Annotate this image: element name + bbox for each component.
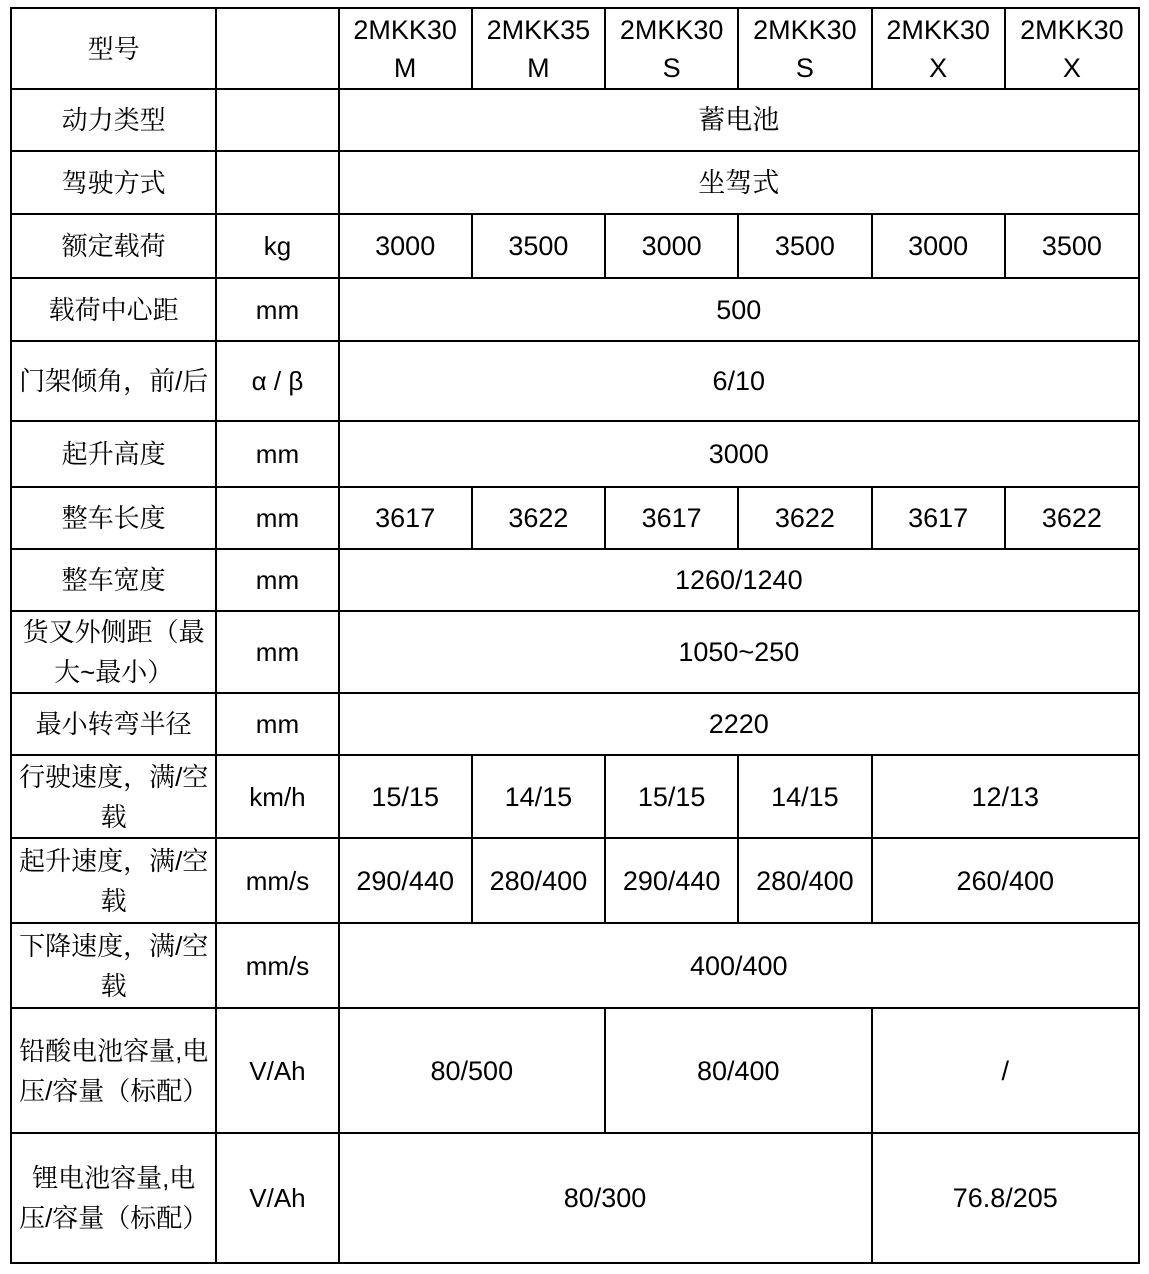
model-header-cell: 2MKK35M <box>472 8 605 89</box>
value-cell-drive-mode: 坐驾式 <box>339 151 1139 214</box>
unit-cell-lithium-battery: V/Ah <box>216 1133 338 1263</box>
table-row-lift-speed <box>11 838 1139 923</box>
value-cell-lead-acid-battery: 80/500 <box>339 1008 605 1133</box>
table-row-lead-acid-battery <box>11 1008 1139 1133</box>
unit-cell-lift-speed: mm/s <box>216 838 338 923</box>
row-label-model: 型号 <box>11 8 216 89</box>
value-cell-travel-speed: 14/15 <box>738 755 871 838</box>
value-cell-rated-load: 3000 <box>605 214 738 278</box>
table-row-drive-mode <box>11 151 1139 214</box>
unit-cell-turning-radius: mm <box>216 693 338 755</box>
unit-cell-lift-height: mm <box>216 421 338 487</box>
table-row-lowering-speed <box>11 923 1139 1008</box>
unit-cell-rated-load: kg <box>216 214 338 278</box>
value-cell-lift-speed: 280/400 <box>738 838 871 923</box>
unit-cell-lowering-speed: mm/s <box>216 923 338 1008</box>
value-cell-overall-length: 3617 <box>605 487 738 549</box>
table-row-fork-spread <box>11 611 1139 693</box>
value-cell-fork-spread: 1050~250 <box>339 611 1139 693</box>
value-cell-turning-radius: 2220 <box>339 693 1139 755</box>
value-cell-lift-speed: 260/400 <box>872 838 1140 923</box>
unit-cell-load-center: mm <box>216 278 338 341</box>
unit-cell-mast-tilt: α / β <box>216 341 338 421</box>
value-cell-overall-width: 1260/1240 <box>339 549 1139 611</box>
value-cell-lithium-battery: 76.8/205 <box>872 1133 1140 1263</box>
value-cell-travel-speed: 15/15 <box>339 755 472 838</box>
model-header-cell: 2MKK30S <box>738 8 871 89</box>
value-cell-load-center: 500 <box>339 278 1139 341</box>
forklift-spec-table <box>10 7 1140 1264</box>
table-row-load-center <box>11 278 1139 341</box>
value-cell-lead-acid-battery: 80/400 <box>605 1008 871 1133</box>
model-header-cell: 2MKK30S <box>605 8 738 89</box>
table-row-lithium-battery <box>11 1133 1139 1263</box>
value-cell-lift-height: 3000 <box>339 421 1139 487</box>
unit-cell-power-type <box>216 89 338 151</box>
value-cell-rated-load: 3500 <box>1005 214 1139 278</box>
row-label-fork-spread: 货叉外侧距（最大~最小） <box>11 611 216 693</box>
unit-cell-travel-speed: km/h <box>216 755 338 838</box>
row-label-lithium-battery: 锂电池容量,电压/容量（标配） <box>11 1133 216 1263</box>
value-cell-rated-load: 3000 <box>339 214 472 278</box>
value-cell-lift-speed: 290/440 <box>605 838 738 923</box>
row-label-power-type: 动力类型 <box>11 89 216 151</box>
value-cell-overall-length: 3617 <box>339 487 472 549</box>
model-header-cell: 2MKK30M <box>339 8 472 89</box>
table-row-turning-radius <box>11 693 1139 755</box>
table-row-mast-tilt <box>11 341 1139 421</box>
table-row-overall-width <box>11 549 1139 611</box>
value-cell-travel-speed: 15/15 <box>605 755 738 838</box>
table-row-power-type <box>11 89 1139 151</box>
value-cell-rated-load: 3000 <box>872 214 1005 278</box>
row-label-overall-length: 整车长度 <box>11 487 216 549</box>
value-cell-overall-length: 3617 <box>872 487 1005 549</box>
unit-cell-lead-acid-battery: V/Ah <box>216 1008 338 1133</box>
unit-cell-drive-mode <box>216 151 338 214</box>
value-cell-lithium-battery: 80/300 <box>339 1133 872 1263</box>
table-row-lift-height <box>11 421 1139 487</box>
value-cell-overall-length: 3622 <box>738 487 871 549</box>
value-cell-overall-length: 3622 <box>472 487 605 549</box>
row-label-lowering-speed: 下降速度，满/空载 <box>11 923 216 1008</box>
row-label-lift-speed: 起升速度，满/空载 <box>11 838 216 923</box>
value-cell-lowering-speed: 400/400 <box>339 923 1139 1008</box>
table-row-overall-length <box>11 487 1139 549</box>
model-header-cell: 2MKK30X <box>872 8 1005 89</box>
table-row-model <box>11 8 1139 89</box>
value-cell-lead-acid-battery: / <box>872 1008 1140 1133</box>
row-label-travel-speed: 行驶速度，满/空载 <box>11 755 216 838</box>
unit-cell-overall-length: mm <box>216 487 338 549</box>
row-label-lift-height: 起升高度 <box>11 421 216 487</box>
row-label-lead-acid-battery: 铅酸电池容量,电压/容量（标配） <box>11 1008 216 1133</box>
value-cell-mast-tilt: 6/10 <box>339 341 1139 421</box>
table-row-travel-speed <box>11 755 1139 838</box>
row-label-rated-load: 额定载荷 <box>11 214 216 278</box>
unit-cell-fork-spread: mm <box>216 611 338 693</box>
table-row-rated-load <box>11 214 1139 278</box>
value-cell-rated-load: 3500 <box>472 214 605 278</box>
model-header-cell: 2MKK30X <box>1005 8 1139 89</box>
row-label-drive-mode: 驾驶方式 <box>11 151 216 214</box>
unit-cell-overall-width: mm <box>216 549 338 611</box>
value-cell-overall-length: 3622 <box>1005 487 1139 549</box>
row-label-overall-width: 整车宽度 <box>11 549 216 611</box>
value-cell-travel-speed: 12/13 <box>872 755 1140 838</box>
value-cell-rated-load: 3500 <box>738 214 871 278</box>
row-label-turning-radius: 最小转弯半径 <box>11 693 216 755</box>
value-cell-travel-speed: 14/15 <box>472 755 605 838</box>
value-cell-power-type: 蓄电池 <box>339 89 1139 151</box>
row-label-mast-tilt: 门架倾角，前/后 <box>11 341 216 421</box>
unit-cell-model <box>216 8 338 89</box>
value-cell-lift-speed: 290/440 <box>339 838 472 923</box>
row-label-load-center: 载荷中心距 <box>11 278 216 341</box>
value-cell-lift-speed: 280/400 <box>472 838 605 923</box>
